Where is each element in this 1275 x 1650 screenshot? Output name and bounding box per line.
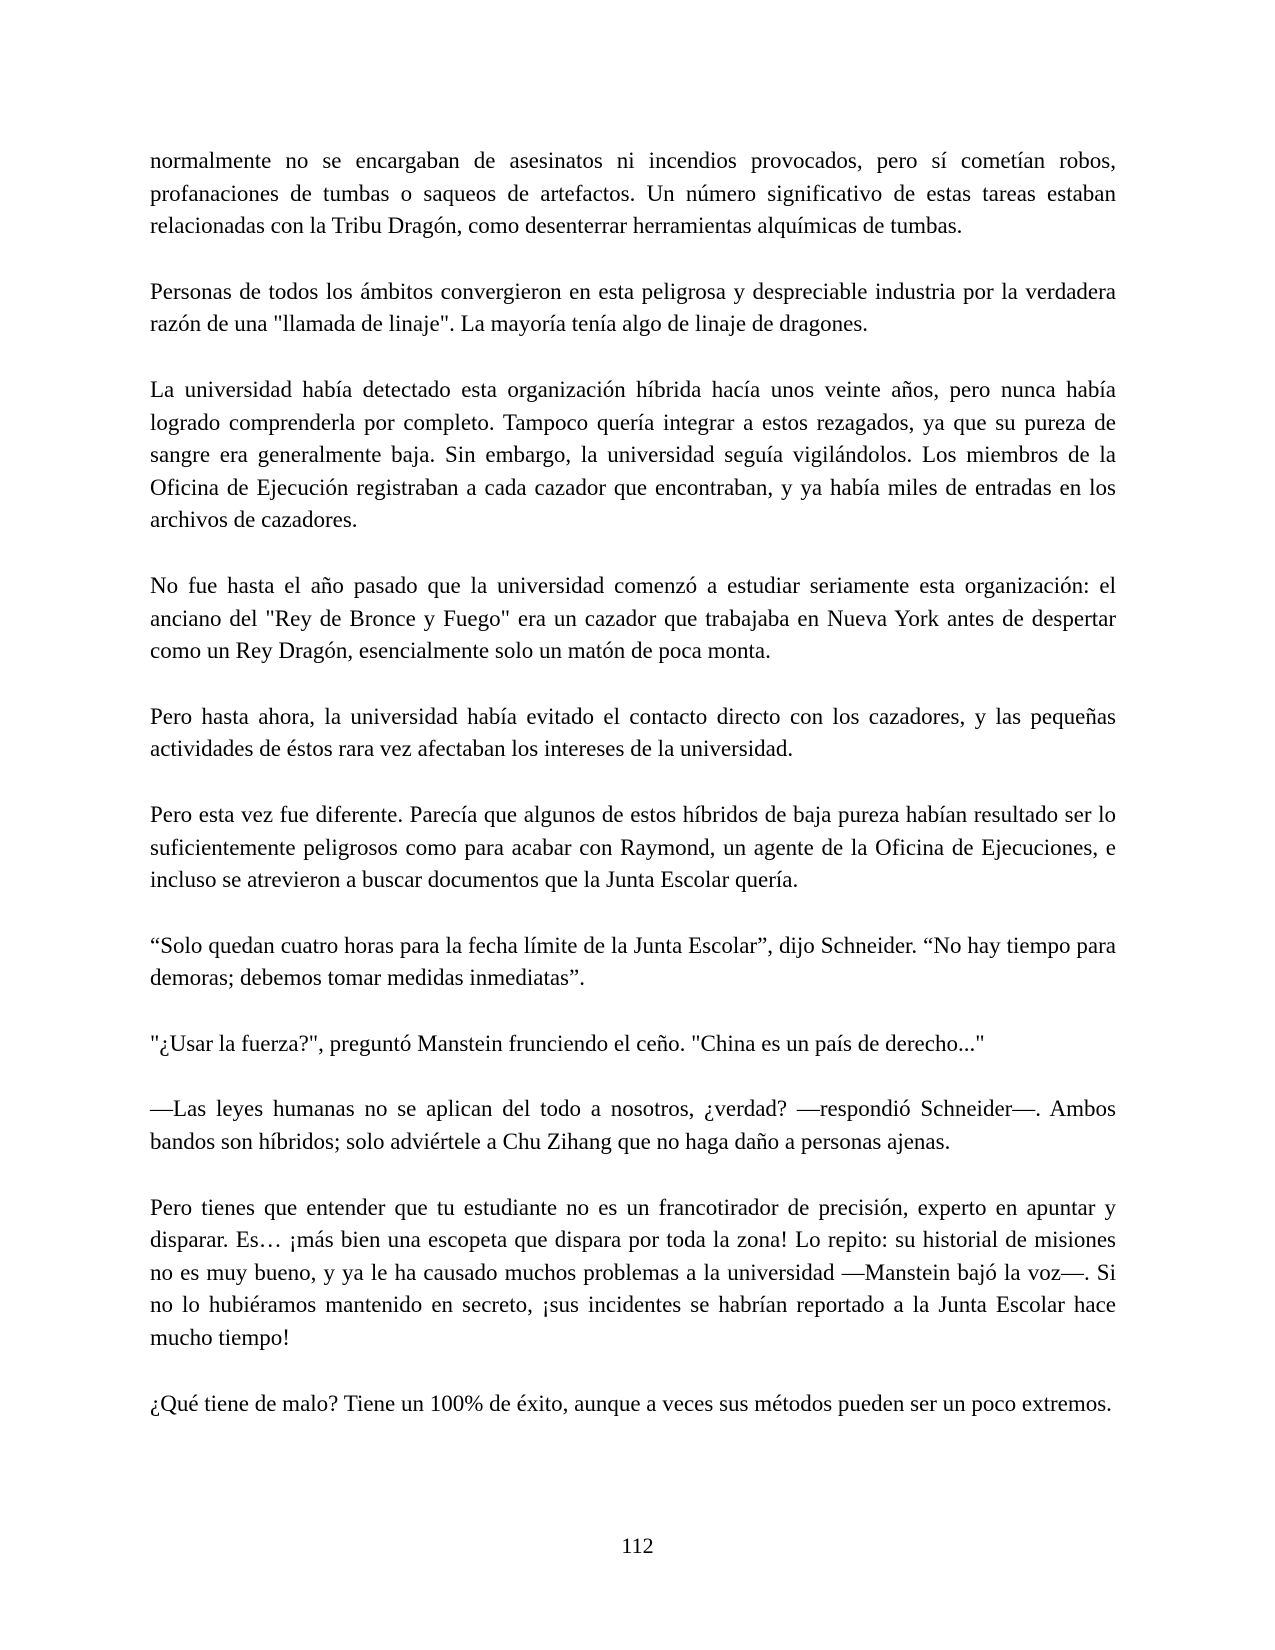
paragraph-2: Personas de todos los ámbitos convergieron en esta peligrosa y despreciable industria por la verdadera razón de una "llamada de linaje". La mayoría tenía algo de linaje de dragones.: [150, 278, 1116, 337]
paragraph-1: normalmente no se encargaban de asesinatos ni incendios provocados, pero sí cometían robos, profanaciones de tumbas o saqueos de artefactos. Un número significativo de estas tareas estaban relacionadas con la Tribu Dragón, como desenterrar herramientas alquímicas de tumbas.: [150, 148, 1116, 239]
paragraph-8: "¿Usar la fuerza?", preguntó Manstein frunciendo el ceño. "China es un país de derecho...": [150, 1030, 985, 1056]
body-text: [150, 145, 1116, 1420]
paragraph-10: Pero tienes que entender que tu estudiante no es un francotirador de precisión, experto en apuntar y disparar. Es… ¡más bien una escopeta que dispara por toda la zona! Lo repito: su historial de misiones no es muy bueno, y ya le ha causado muchos problemas a la universidad —Manstein bajó la voz—. Si no lo hubiéramos mantenido en secreto, ¡sus incidentes se habrían reportado a la Junta Escolar hace mucho tiempo!: [150, 1194, 1116, 1351]
paragraph-7: “Solo quedan cuatro horas para la fecha límite de la Junta Escolar”, dijo Schneider. “No hay tiempo para demoras; debemos tomar medidas inmediatas”.: [150, 932, 1116, 991]
paragraph-5: Pero hasta ahora, la universidad había evitado el contacto directo con los cazadores, y las pequeñas actividades de éstos rara vez afectaban los intereses de la universidad.: [150, 703, 1116, 762]
paragraph-11: ¿Qué tiene de malo? Tiene un 100% de éxito, aunque a veces sus métodos pueden ser un poco extremos.: [150, 1390, 1112, 1416]
paragraph-4: No fue hasta el año pasado que la universidad comenzó a estudiar seriamente esta organización: el anciano del "Rey de Bronce y Fuego" era un cazador que trabajaba en Nueva York antes de despertar como un Rey Dragón, esencialmente solo un matón de poca monta.: [150, 572, 1116, 664]
paragraph-3: La universidad había detectado esta organización híbrida hacía unos veinte años, pero nunca había logrado comprenderla por completo. Tampoco quería integrar a estos rezagados, ya que su pureza de sangre era generalmente baja. Sin embargo, la universidad seguía vigilándolos. Los miembros de la Oficina de Ejecución registraban a cada cazador que encontraban, y ya había miles de entradas en los archivos de cazadores.: [150, 376, 1116, 533]
page-number: 112: [621, 1533, 654, 1558]
paragraph-9: —Las leyes humanas no se aplican del todo a nosotros, ¿verdad? —respondió Schneider—. Ambos bandos son híbridos; solo adviértele a Chu Zihang que no haga daño a personas ajenas.: [150, 1096, 1116, 1155]
paragraph-6: Pero esta vez fue diferente. Parecía que algunos de estos híbridos de baja pureza habían resultado ser lo suficientemente peligrosos como para acabar con Raymond, un agente de la Oficina de Ejecuciones, e incluso se atrevieron a buscar documentos que la Junta Escolar quería.: [150, 801, 1116, 893]
